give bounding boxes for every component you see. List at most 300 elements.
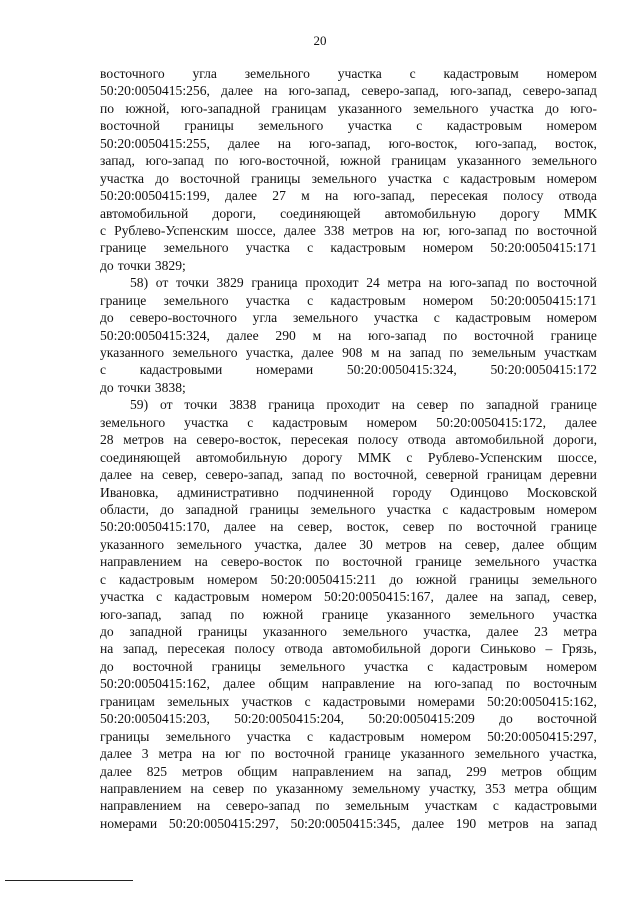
word: с (443, 170, 450, 186)
text-line (100, 344, 597, 361)
word: 3838 (229, 397, 257, 413)
word: кадастровым (330, 240, 406, 256)
word: земельных (167, 693, 230, 709)
word: запад, (122, 641, 158, 657)
word: 50:20:0050415:324, (100, 327, 210, 343)
word: указанному (276, 780, 344, 796)
word: юго-запад, (353, 188, 416, 204)
word: границе (550, 327, 597, 343)
word: земельного (176, 536, 242, 552)
word: восток, (346, 519, 389, 535)
word: 3829 (216, 275, 244, 291)
word: автомобильной (332, 641, 421, 657)
word: кадастровым (443, 66, 519, 81)
word: общим (268, 676, 309, 692)
word: земельного (258, 118, 324, 134)
text-line (100, 292, 597, 309)
word: 3 (141, 746, 149, 762)
text-line (100, 431, 597, 448)
word: далее (226, 327, 259, 343)
word: номером (422, 240, 474, 256)
word: номером (366, 414, 418, 430)
word: полосу (234, 641, 275, 657)
text-line (100, 414, 597, 431)
word: участка (100, 170, 145, 186)
word: границам (271, 100, 327, 116)
word: по (331, 467, 346, 483)
word: 50:20:0050415:162, (487, 693, 597, 709)
word: границе (100, 292, 147, 308)
text-line (100, 815, 597, 832)
word: южной, (125, 100, 170, 116)
word: номером (546, 658, 597, 674)
word: земельного (474, 554, 540, 570)
word: 3829; (154, 257, 186, 273)
word: земельного (292, 310, 359, 326)
word: восточной (473, 327, 534, 343)
word: далее (512, 536, 545, 552)
word: по (250, 746, 265, 762)
text-line (100, 379, 597, 396)
word: кадастровыми (139, 362, 223, 378)
word: области, (100, 501, 149, 517)
document-body (100, 65, 597, 832)
word: границам (100, 693, 155, 709)
word: юг, (422, 222, 441, 238)
word: с (304, 693, 311, 709)
word: м (312, 327, 322, 343)
word: участка (100, 589, 145, 605)
text-line (100, 239, 597, 256)
word: направлением (100, 554, 182, 570)
text-line (100, 449, 597, 466)
word: 3838; (154, 379, 186, 395)
word: по (460, 397, 475, 413)
word: участка (184, 414, 229, 430)
text-line (100, 222, 597, 239)
word: точки (117, 257, 151, 273)
word: западной (129, 624, 183, 639)
word: участка (386, 501, 431, 517)
word: до (100, 658, 114, 674)
word: с (307, 240, 314, 256)
word: Грязь, (561, 641, 597, 657)
text-line (100, 763, 597, 780)
word: кадастровым (174, 589, 250, 605)
word: направлением (100, 780, 182, 796)
word: номером (261, 589, 312, 605)
word: участка (246, 728, 291, 744)
word: восточной (180, 170, 240, 186)
word: кадастровым (272, 414, 348, 430)
word: 50:20:0050415:171 (490, 292, 597, 308)
word: далее (100, 763, 132, 779)
word: юго-запад (145, 153, 204, 169)
word: земельного (310, 501, 376, 517)
word: – (545, 641, 553, 657)
word: участку, (429, 780, 477, 796)
word: метров (123, 432, 164, 448)
word: южной (262, 606, 304, 622)
word: 50:20:0050415:345, (290, 815, 401, 831)
word: северо-запад, (205, 467, 283, 483)
word: земельного (163, 240, 229, 256)
word: земельного (531, 153, 597, 169)
word: шоссе, (236, 222, 276, 238)
word: автомобильную (384, 205, 476, 221)
text-line (100, 466, 597, 483)
word: по (230, 606, 245, 622)
word: до (100, 257, 114, 273)
word: кадастровым (452, 658, 528, 674)
word: 50:20:0050415:297, (487, 728, 597, 744)
word: Ивановка, (100, 484, 159, 500)
word: от (159, 397, 173, 413)
word: с (416, 118, 423, 134)
word: юго-запад, (450, 83, 512, 99)
word: 50:20:0050415:209 (368, 711, 475, 727)
text-line (100, 152, 597, 169)
word: отвода (284, 641, 323, 657)
word: юго-запад, (100, 606, 162, 622)
word: северо-запад (522, 83, 597, 99)
word: указанного (337, 100, 402, 116)
word: полосу (502, 188, 544, 204)
word: границе (550, 519, 597, 535)
text-line (100, 135, 597, 152)
word: Синьково (480, 641, 536, 657)
word: на (407, 676, 422, 692)
word: юго-запад, (288, 83, 351, 99)
word: далее (301, 345, 334, 360)
word: 825 (146, 763, 168, 779)
word: с (442, 501, 449, 517)
word: по (100, 100, 115, 116)
word: по (449, 345, 464, 360)
word: восточной (537, 222, 597, 238)
word: дорогу (499, 205, 540, 221)
word: кадастровым (329, 728, 405, 744)
word: земельного (469, 606, 535, 622)
word: восток, (554, 135, 597, 151)
word: номером (546, 66, 597, 81)
word: 353 (485, 780, 506, 796)
word: дорогу (302, 449, 343, 465)
word: метров (181, 763, 223, 779)
word: кадастровым (460, 170, 536, 186)
word: север, (464, 536, 500, 552)
word: далее (225, 188, 258, 204)
word: запад, (515, 589, 551, 605)
word: с (156, 589, 163, 605)
word: запад (409, 345, 441, 360)
word: 50:20:0050415:255, (100, 135, 210, 151)
word: земельным (471, 345, 536, 360)
word: до (160, 501, 174, 517)
word: 50:20:0050415:199, (100, 188, 210, 204)
word: указанного (400, 746, 465, 762)
word: 30 (359, 536, 373, 552)
word: номерами (100, 815, 158, 831)
word: автомобильную (195, 449, 288, 465)
word: на (194, 554, 208, 570)
word: границы (184, 118, 234, 134)
word: на (270, 519, 284, 535)
word: метров (501, 763, 543, 779)
word: далее (223, 676, 256, 692)
word: дороги (430, 641, 471, 657)
word: участка (337, 66, 382, 81)
text-line (100, 536, 597, 553)
word: 23 (534, 624, 548, 639)
word: номером (546, 501, 597, 517)
word: Рублево-Успенским (427, 449, 543, 465)
word: границы (251, 170, 301, 186)
word: подчиненной (297, 484, 374, 500)
word: 50:20:0050415:172 (490, 362, 597, 378)
word: на (324, 188, 339, 204)
word: направление (321, 676, 395, 692)
word: на (391, 397, 405, 413)
word: юго- (570, 100, 597, 116)
text-line (100, 675, 597, 692)
word: земельного (531, 571, 597, 587)
word: на (540, 815, 554, 831)
word: далее (227, 135, 260, 151)
word: направлением (100, 798, 182, 814)
word: земельного (244, 66, 310, 81)
word: с (409, 66, 416, 81)
word: 338 (324, 222, 345, 238)
word: земельного (413, 100, 479, 116)
word: 50:20:0050415:170, (100, 519, 210, 535)
word: участкам (544, 345, 597, 360)
word: границы (100, 728, 150, 744)
word: запад (565, 815, 597, 831)
word: автомобильной (100, 205, 189, 221)
text-line (100, 501, 597, 518)
word: участка (373, 310, 418, 326)
word: границы (197, 624, 248, 639)
word: северо-восток, (196, 432, 282, 448)
word: северо-восточного (129, 310, 237, 326)
word: север, (162, 467, 197, 483)
word: участка (364, 658, 409, 674)
word: далее (486, 624, 519, 639)
footnote-divider (5, 880, 133, 881)
word: запад (291, 467, 323, 483)
word: с (433, 310, 440, 326)
word: кадастровыми (322, 693, 406, 709)
word: 50:20:0050415:324, (346, 362, 457, 378)
word: с (247, 414, 254, 430)
word: указанного (386, 606, 451, 622)
word: кадастровым (455, 310, 531, 326)
word: с (427, 658, 434, 674)
word: земельного (279, 658, 346, 674)
word: направлением (292, 763, 374, 779)
word: на (197, 798, 211, 814)
word: номерами (417, 693, 475, 709)
text-line (100, 117, 597, 134)
word: на (264, 83, 278, 99)
text-line (100, 553, 597, 570)
word: границы (249, 501, 299, 517)
text-line (100, 187, 597, 204)
word: участкам (424, 798, 478, 814)
word: участка, (254, 536, 302, 552)
word: общим (237, 763, 278, 779)
word: далее (314, 536, 347, 552)
word: административно (177, 484, 279, 500)
text-line (100, 65, 597, 82)
word: 908 (342, 345, 363, 360)
word: номером (546, 170, 597, 186)
word: м (370, 345, 380, 360)
word: земельного (165, 728, 231, 744)
word: участка (552, 606, 597, 622)
word: ММК (563, 205, 597, 221)
word: ММК (357, 449, 391, 465)
word: запад, (416, 763, 452, 779)
word: 290 (275, 327, 296, 343)
text-line (100, 274, 597, 291)
word: на (438, 536, 453, 552)
word: на (100, 641, 114, 657)
word: номером (546, 310, 597, 326)
word: дороги, (212, 205, 256, 221)
word: с (307, 292, 314, 308)
word: Московской (527, 484, 597, 500)
word: по (315, 798, 330, 814)
word: юго-запад (434, 676, 493, 692)
word: кадастровым (118, 571, 195, 587)
word: на (190, 780, 204, 796)
word: границы (469, 571, 519, 587)
word: до (100, 310, 114, 326)
text-line (100, 588, 597, 605)
word: по (315, 554, 330, 570)
word: далее (221, 83, 253, 99)
word: до (545, 100, 559, 116)
word: земельного (100, 414, 166, 430)
word: южной (340, 153, 381, 169)
text-line (100, 205, 597, 222)
word: угла (252, 310, 278, 326)
word: далее (565, 414, 597, 430)
word: земельным (345, 798, 410, 814)
word: 50:20:0050415:203, (100, 711, 210, 727)
text-line (100, 571, 597, 588)
word: границе (415, 554, 462, 570)
word: кадастровыми (514, 798, 597, 814)
word: до (389, 571, 404, 587)
word: по (253, 780, 268, 796)
word: номером (420, 728, 471, 744)
word: кадастровым (459, 501, 536, 517)
word: южной (416, 571, 457, 587)
word: границе (321, 606, 369, 622)
word: по (506, 676, 521, 692)
text-line (100, 623, 597, 640)
word: номером (546, 118, 597, 134)
word: 24 (366, 275, 380, 291)
word: земельному (352, 780, 421, 796)
word: юго-западной (180, 100, 261, 116)
text-line (100, 518, 597, 535)
word: кадастровым (446, 118, 523, 134)
word: Рублево-Успенским (114, 222, 229, 238)
word: шоссе, (557, 449, 597, 465)
word: участка (245, 240, 290, 256)
word: юго-восточной, (239, 153, 330, 169)
word: далее (100, 467, 132, 483)
word: до (100, 379, 114, 395)
word: городу (392, 484, 432, 500)
word: земельного (172, 345, 238, 360)
word: на (201, 746, 216, 762)
word: до (100, 624, 114, 639)
word: север (416, 397, 449, 413)
word: далее (224, 519, 256, 535)
word: с (100, 222, 107, 238)
word: участка (347, 118, 392, 134)
word: далее (284, 222, 316, 238)
word: по (448, 519, 463, 535)
word: с (306, 728, 314, 744)
word: 190 (455, 815, 477, 831)
word: пересекая (167, 641, 225, 657)
word: границе (550, 397, 597, 413)
word: восточной (274, 746, 335, 762)
word: отвода (407, 432, 446, 448)
word: запад, (100, 153, 135, 169)
word: 50:20:0050415:167, (323, 589, 434, 605)
word: далее (412, 815, 445, 831)
word: до (499, 711, 513, 727)
word: участка, (549, 746, 597, 762)
word: по (443, 327, 458, 343)
word: юг (225, 746, 241, 762)
word: с (100, 571, 107, 587)
text-line (100, 693, 597, 710)
word: север (402, 519, 435, 535)
text-line (100, 745, 597, 762)
word: 27 (272, 188, 286, 204)
text-line (100, 797, 597, 814)
word: 58) (130, 275, 149, 291)
word: юго-запад, (475, 135, 537, 151)
word: юго-восток, (388, 135, 458, 151)
word: 50:20:0050415:297, (168, 815, 279, 831)
word: восточной (537, 275, 597, 291)
word: 50:20:0050415:172, (436, 414, 546, 430)
word: указанного (100, 345, 165, 360)
word: общим (556, 780, 597, 796)
text-line (100, 170, 597, 187)
word: земельного (163, 292, 229, 308)
word: с (100, 362, 107, 378)
word: указанного (457, 153, 522, 169)
word: юго-запад (368, 327, 427, 343)
word: полосу (357, 432, 399, 448)
word: на (388, 763, 402, 779)
word: точки (117, 379, 151, 395)
word: точки (175, 275, 209, 291)
word: земельного (311, 170, 377, 186)
word: участка, (245, 345, 294, 360)
word: м (301, 188, 310, 204)
